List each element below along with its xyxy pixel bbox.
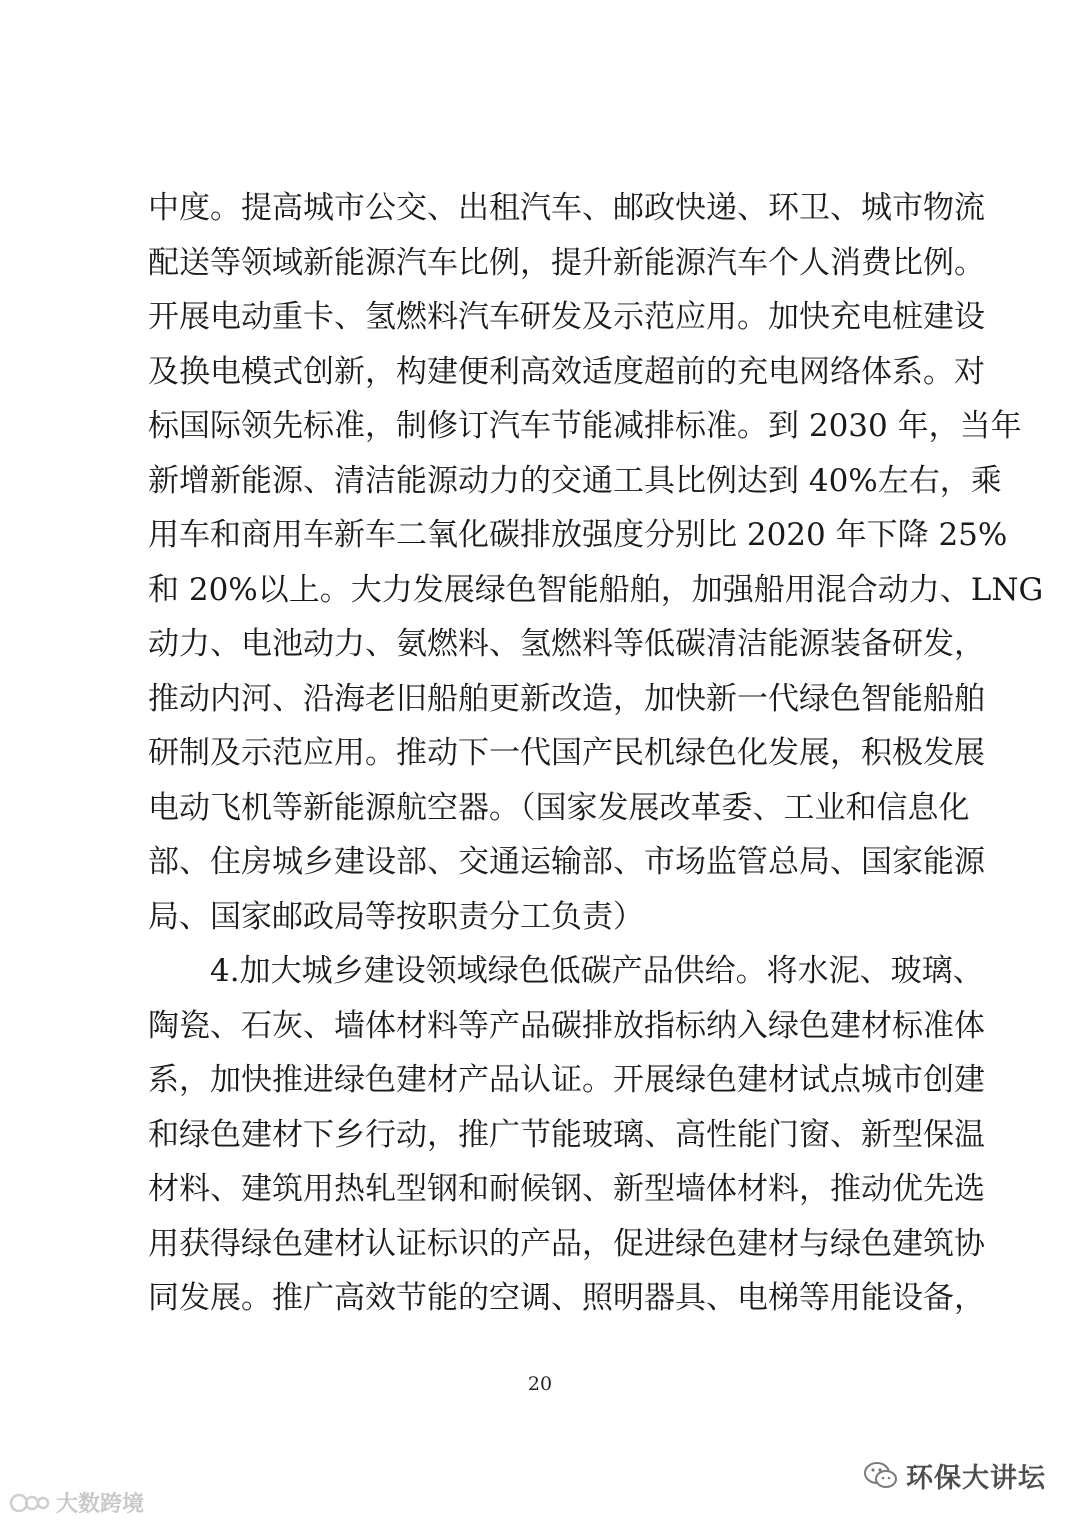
- text-line: 同发展。推广高效节能的空调、照明器具、电梯等用能设备，: [148, 1280, 985, 1316]
- text-line: 标国际领先标准，制修订汽车节能减排标准。到 2030 年，当年: [148, 408, 1022, 444]
- wechat-watermark: [864, 1456, 1046, 1495]
- text-line: 用获得绿色建材认证标识的产品，促进绿色建材与绿色建筑协: [148, 1225, 985, 1262]
- text-line: 用车和商用车新车二氧化碳排放强度分别比 2020 年下降 25%: [148, 517, 1008, 553]
- text-line: 中度。提高城市公交、出租汽车、邮政快递、环卫、城市物流: [148, 190, 985, 226]
- brand-watermark: [8, 1487, 144, 1518]
- text-line: 材料、建筑用热轧型钢和耐候钢、新型墙体材料，推动优先选: [148, 1171, 985, 1207]
- text-line: 配送等领域新能源汽车比例，提升新能源汽车个人消费比例。: [148, 244, 985, 281]
- watermark-text: 大数跨境: [56, 1492, 145, 1517]
- text-line: 局、国家邮政局等按职责分工负责）: [148, 898, 644, 935]
- section-heading-line: 4.加大城乡建设领域绿色低碳产品供给。将水泥、玻璃、: [210, 953, 984, 989]
- text-line: 系，加快推进绿色建材产品认证。开展绿色建材试点城市创建: [148, 1062, 985, 1098]
- watermark-text: 环保大讲坛: [906, 1463, 1046, 1494]
- text-line: 研制及示范应用。推动下一代国产民机绿色化发展，积极发展: [148, 735, 985, 771]
- text-line: 电动飞机等新能源航空器。（国家发展改革委、工业和信息化: [148, 789, 970, 826]
- text-line: 和绿色建材下乡行动，推广节能玻璃、高性能门窗、新型保温: [148, 1116, 985, 1153]
- text-line: 开展电动重卡、氢燃料汽车研发及示范应用。加快充电桩建设: [148, 299, 985, 335]
- brand-logo-icon: [8, 1492, 52, 1514]
- text-line: 新增新能源、清洁能源动力的交通工具比例达到 40%左右，乘: [148, 462, 1002, 499]
- text-line: 动力、电池动力、氨燃料、氢燃料等低碳清洁能源装备研发，: [148, 626, 985, 662]
- wechat-icon: [864, 1461, 898, 1491]
- page-number: 20: [527, 1373, 553, 1395]
- text-line: 陶瓷、石灰、墙体材料等产品碳排放指标纳入绿色建材标准体: [148, 1007, 985, 1044]
- text-line: 推动内河、沿海老旧船舶更新改造，加快新一代绿色智能船舶: [148, 680, 985, 717]
- text-line: 和 20%以上。大力发展绿色智能船舶，加强船用混合动力、LNG: [148, 571, 1044, 608]
- text-line: 部、住房城乡建设部、交通运输部、市场监管总局、国家能源: [148, 844, 985, 880]
- text-line: 及换电模式创新，构建便利高效适度超前的充电网络体系。对: [148, 353, 985, 390]
